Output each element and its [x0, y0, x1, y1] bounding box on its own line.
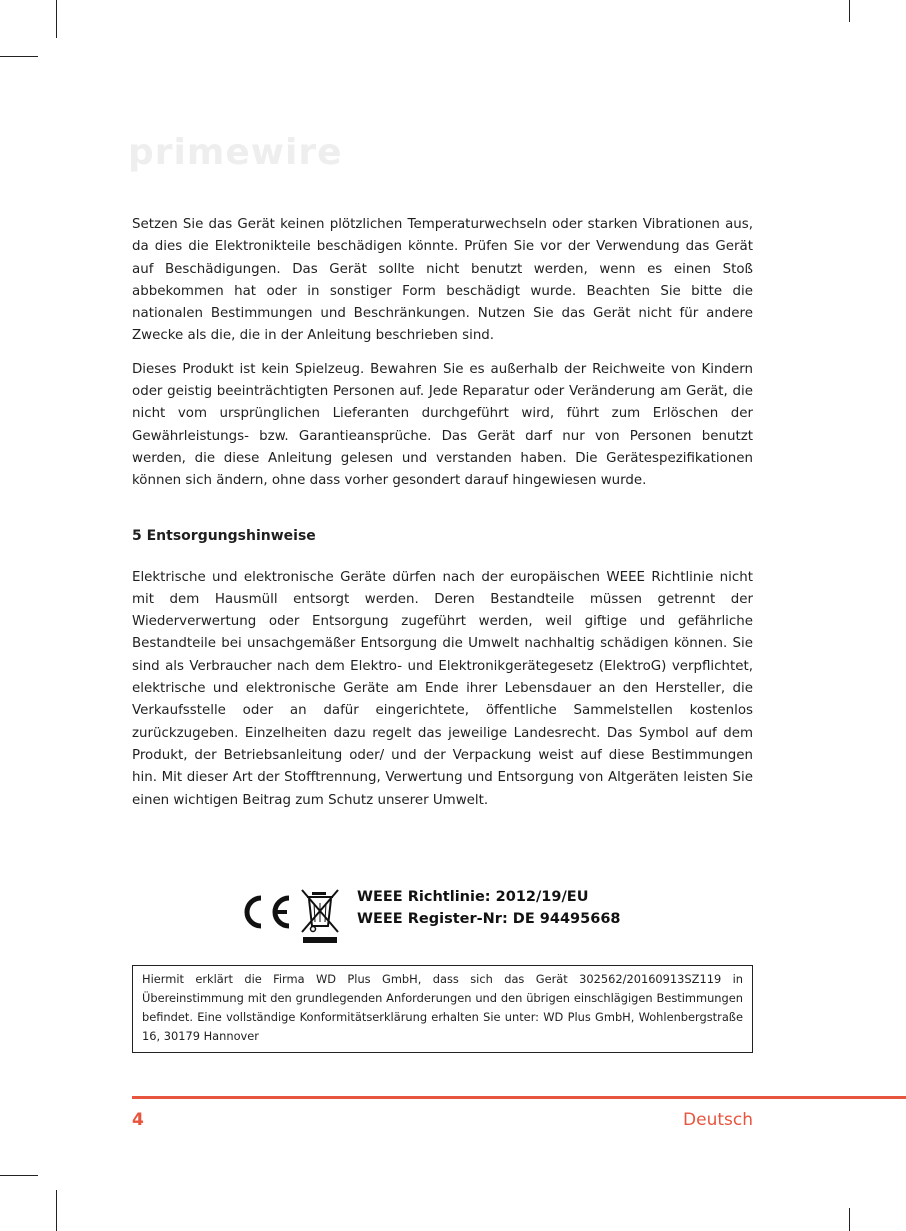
- footer-divider: [132, 1096, 906, 1099]
- ce-mark-icon: [237, 892, 293, 932]
- safety-paragraph-1: Setzen Sie das Gerät keinen plötzlichen Temperaturwechseln oder starken Vibrationen aus, da dies die Elektronikteile beschädigen könnte. Prüfen Sie vor der Verwendung das Gerät auf Beschädigungen. Das Gerät sollte nicht benutzt werden, wenn es einen Stoß abbekommen hat oder in sonstiger Form beschädigt wurde. Beachten Sie bitte die nationalen Bestimmungen und Beschränkungen. Nutzen Sie das Gerät nicht für andere Zwecke als die, die in der Anleitung beschrieben sind.: [132, 217, 753, 344]
- manual-body: [132, 214, 753, 812]
- crop-mark-bottom-left-vertical: [56, 1190, 57, 1231]
- crop-mark-top-right-vertical: [849, 0, 850, 22]
- section-heading-disposal: 5 Entsorgungshinweise: [132, 527, 316, 544]
- weee-register-number: WEEE Register-Nr: DE 94495668: [357, 911, 621, 927]
- brand-logo: primewire: [128, 132, 343, 173]
- crop-mark-bottom-left-horizontal: [0, 1175, 38, 1176]
- crop-mark-top-left-horizontal: [0, 56, 38, 57]
- crossed-out-wheelie-bin-icon: [299, 888, 343, 944]
- compliance-symbols: [237, 884, 657, 944]
- weee-directive: WEEE Richtlinie: 2012/19/EU: [357, 889, 589, 905]
- footer-language: Deutsch: [683, 1110, 753, 1130]
- safety-paragraph-2: Dieses Produkt ist kein Spielzeug. Bewahren Sie es außerhalb der Reichweite von Kindern oder geistig beeinträchtigten Personen auf. Jede Reparatur oder Veränderung am Gerät, die nicht vom ursprünglichen Lieferanten durchgeführt wird, führt zum Erlöschen der Gewährleistungs- bzw. Garantieansprüche. Das Gerät darf nur von Personen benutzt werden, die diese Anleitung gelesen und verstanden haben. Die Gerätespezifikationen können sich ändern, ohne dass vorher gesondert darauf hingewiesen wurde.: [132, 361, 753, 489]
- declaration-of-conformity-box: Hiermit erklärt die Firma WD Plus GmbH, dass sich das Gerät 302562/20160913SZ119 in Übereinstimmung mit den grundlegenden Anforderungen und den übrigen einschlägigen Bestimmungen befindet. Eine vollständige Konformitätserklärung erhalten Sie unter: WD Plus GmbH, Wohlenbergstraße 16, 30179 Hannover: [132, 965, 753, 1053]
- crop-mark-bottom-right-vertical: [849, 1208, 850, 1231]
- weee-info: [357, 886, 621, 930]
- crop-mark-top-left-vertical: [56, 0, 57, 38]
- disposal-paragraph: Elektrische und elektronische Geräte dürfen nach der europäischen WEEE Richtlinie nicht mit dem Hausmüll entsorgt werden. Deren Bestandteile müssen getrennt der Wiederverwertung oder Entsorgung zugeführt werden, weil giftige und gefährliche Bestandteile bei unsachgemäßer Entsorgung die Umwelt nachhaltig schädigen können. Sie sind als Verbraucher nach dem Elektro- und Elektronikgerätegesetz (ElektroG) verpflichtet, elektrische und elektronische Geräte am Ende ihrer Lebensdauer an den Hersteller, die Verkaufsstelle oder an dafür eingerichtete, öffentliche Sammelstellen kostenlos zurückzugeben. Einzelheiten dazu regelt das jeweilige Landesrecht. Das Symbol auf dem Produkt, der Betriebsanleitung oder/ und der Verpackung weist auf diese Bestimmungen hin. Mit dieser Art der Stofftrennung, Verwertung und Entsorgung von Altgeräten leisten Sie einen wichtigen Beitrag zum Schutz unserer Umwelt.: [132, 569, 753, 808]
- page-number: 4: [132, 1110, 144, 1130]
